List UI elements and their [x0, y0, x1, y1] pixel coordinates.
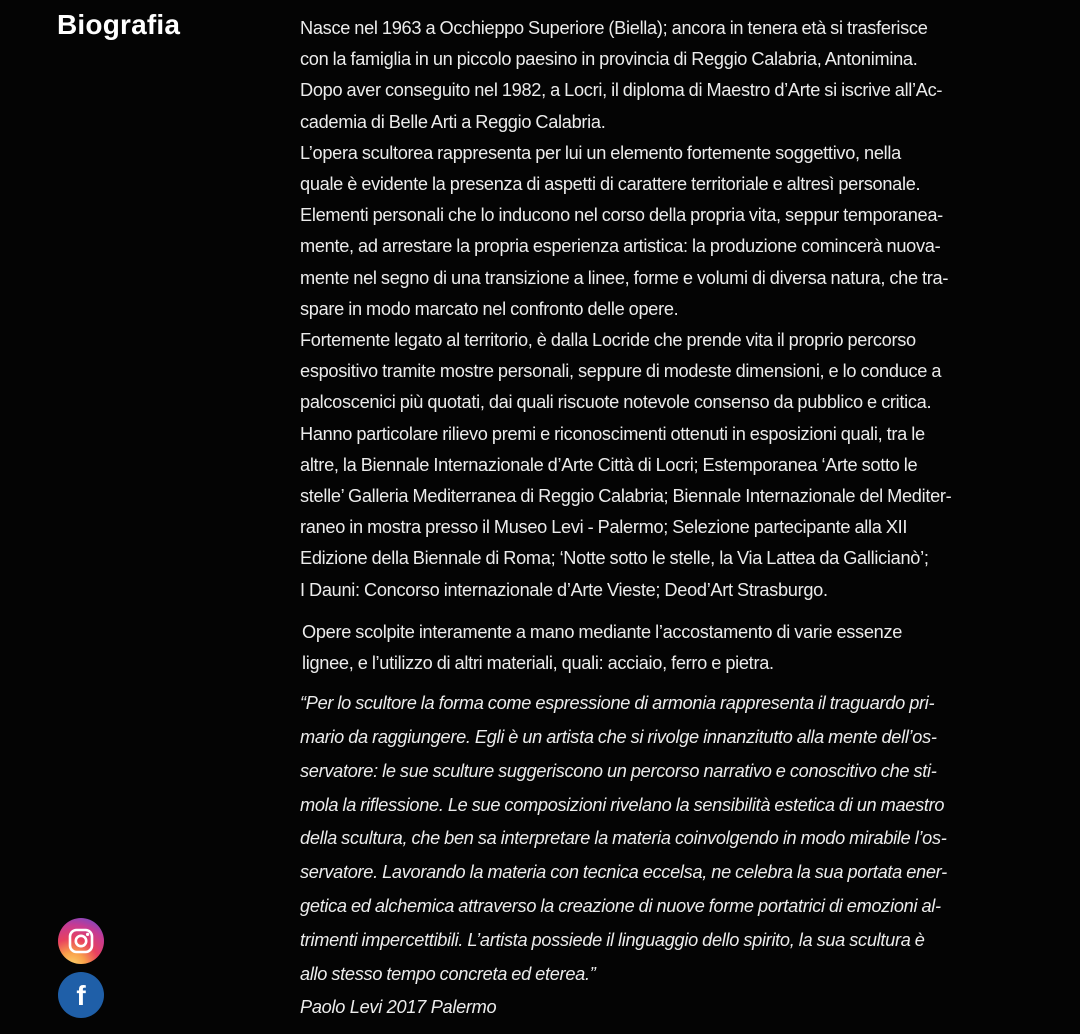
text-line: Dopo aver conseguito nel 1982, a Locri, il diploma di Maestro d’Arte si iscrive all’Ac-: [300, 80, 943, 101]
text-line: quale è evidente la presenza di aspetti di carattere territoriale e altresì personale.: [300, 174, 921, 195]
instagram-icon: [58, 918, 104, 964]
quote-line: servatore. Lavorando la materia con tecnica eccelsa, ne celebra la sua portata ener-: [300, 862, 947, 883]
quote-line: servatore: le sue sculture suggeriscono un percorso narrativo e conoscitivo che sti-: [300, 760, 937, 781]
text-line: espositivo tramite mostre personali, seppure di modeste dimensioni, e lo conduce a: [300, 361, 942, 382]
facebook-icon: [58, 972, 104, 1018]
quote-line: allo stesso tempo concreta ed eterea.”: [300, 963, 596, 984]
facebook-link[interactable]: [58, 972, 104, 1018]
quote-signature: Paolo Levi 2017 Palermo: [300, 997, 497, 1018]
text-line: I Dauni: Concorso internazionale d’Arte Vieste; Deod’Art Strasburgo.: [300, 579, 828, 600]
quote-line: getica ed alchemica attraverso la creazione di nuove forme portatrici di emozioni al-: [300, 896, 941, 917]
text-line: lignee, e l’utilizzo di altri materiali, quali: acciaio, ferro e pietra.: [302, 653, 774, 674]
text-line: Edizione della Biennale di Roma; ‘Notte sotto le stelle, la Via Lattea da Gallicianò’;: [300, 548, 929, 569]
quote-line: trimenti impercettibili. L’artista possiede il linguaggio dello spirito, la sua scultura è: [300, 929, 925, 950]
instagram-link[interactable]: [58, 918, 104, 964]
text-line: Hanno particolare rilievo premi e riconoscimenti ottenuti in esposizioni quali, tra le: [300, 423, 925, 444]
quote-line: mola la riflessione. Le sue composizioni rivelano la sensibilità estetica di un maestro: [300, 794, 945, 815]
text-line: Nasce nel 1963 a Occhieppo Superiore (Biella); ancora in tenera età si trasferisce: [300, 18, 928, 38]
text-line: mente nel segno di una transizione a linee, forme e volumi di diversa natura, che tra-: [300, 267, 949, 288]
text-line: mente, ad arrestare la propria esperienza artistica: la produzione comincerà nuova-: [300, 236, 941, 257]
text-line: Opere scolpite interamente a mano mediante l’accostamento di varie essenze: [302, 621, 903, 642]
quote-line: della scultura, che ben sa interpretare la materia coinvolgendo in modo mirabile l’os-: [300, 828, 947, 849]
text-line: Fortemente legato al territorio, è dalla Locride che prende vita il proprio percorso: [300, 330, 916, 351]
quote-line: mario da raggiungere. Egli è un artista che si rivolge innanzitutto alla mente dell’os-: [300, 727, 937, 748]
quote-line: “Per lo scultore la forma come espressione di armonia rappresenta il traguardo pri-: [300, 693, 935, 714]
text-line: spare in modo marcato nel confronto delle opere.: [300, 298, 679, 319]
text-line: stelle’ Galleria Mediterranea di Reggio Calabria; Biennale Internazionale del Mediter-: [300, 486, 952, 507]
text-line: L’opera scultorea rappresenta per lui un elemento fortemente soggettivo, nella: [300, 142, 901, 163]
materials-text: [302, 617, 1040, 679]
section-title: Biografia: [57, 9, 181, 40]
text-line: altre, la Biennale Internazionale d’Arte Città di Locri; Estemporanea ‘Arte sotto le: [300, 454, 918, 475]
text-line: con la famiglia in un piccolo paesino in provincia di Reggio Calabria, Antonimina.: [300, 49, 918, 70]
text-line: raneo in mostra presso il Museo Levi - Palermo; Selezione partecipante alla XII: [300, 517, 908, 538]
critic-quote: [300, 687, 1040, 991]
biography-text: [300, 13, 1040, 606]
facebook-glyph: f: [76, 980, 86, 1011]
text-line: Elementi personali che lo inducono nel corso della propria vita, seppur temporanea-: [300, 205, 943, 226]
text-line: palcoscenici più quotati, dai quali riscuote notevole consenso da pubblico e critica.: [300, 392, 932, 413]
biography-content: [300, 13, 1040, 1025]
text-line: cademia di Belle Arti a Reggio Calabria.: [300, 111, 606, 132]
